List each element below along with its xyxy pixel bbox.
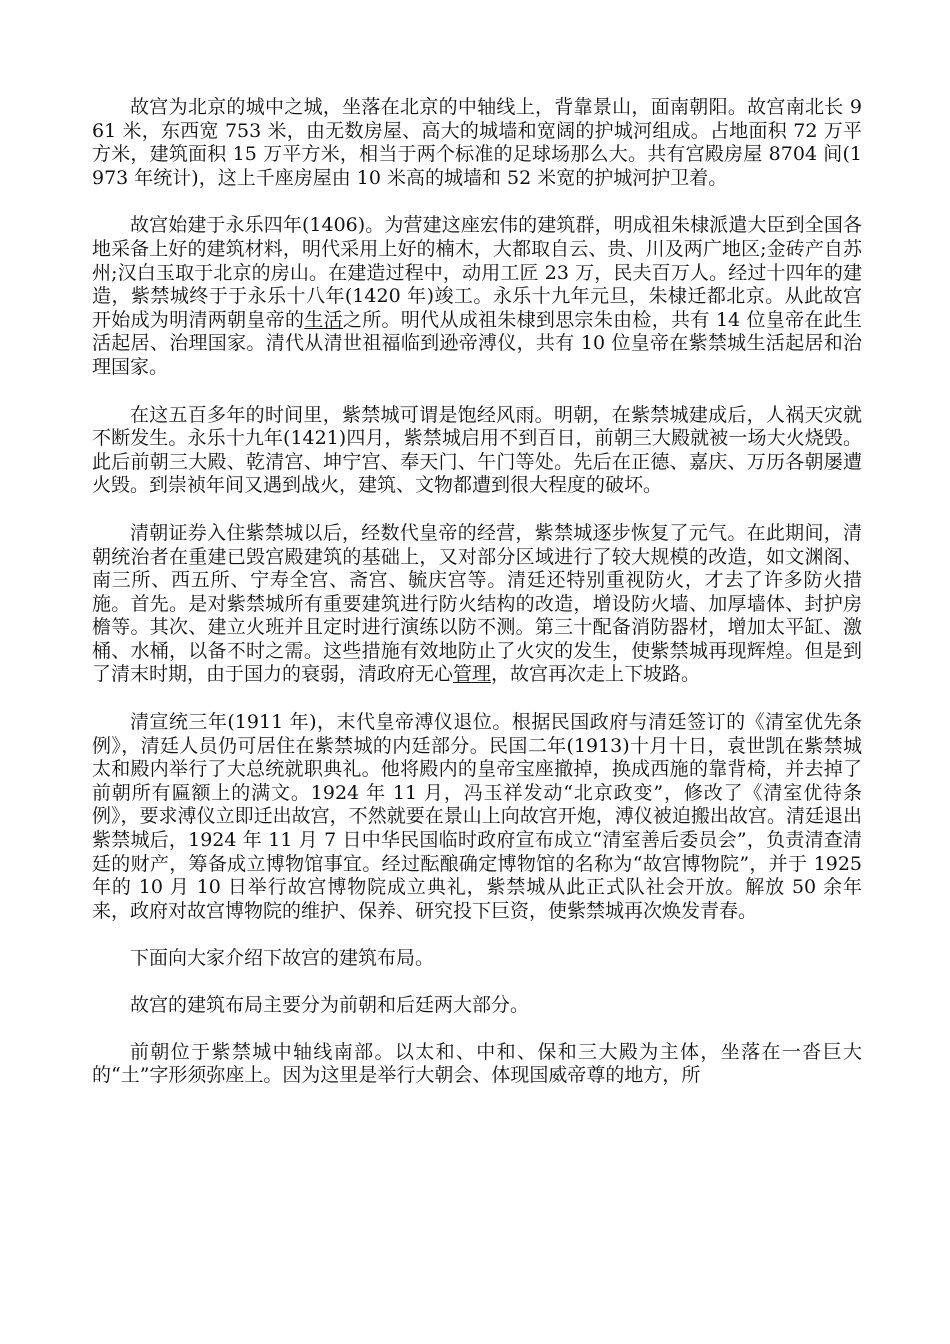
paragraph-text: 前朝位于紫禁城中轴线南部。以太和、中和、保和三大殿为主体，坐落在一沓巨大的“土”字形须弥座上。因为这里是举行大朝会、体现国威帝尊的地方，所 [92,1040,862,1087]
paragraph-text: 故宫为北京的城中之城，坐落在北京的中轴线上，背靠景山，面南朝阳。故宫南北长 961 米，东西宽 753 米，由无数房屋、高大的城墙和宽阔的护城河组成。占地面积 72 万平方米，建筑面积 15 万平方米，相当于两个标准的足球场那么大。共有宫殿房屋 8704 间(1973 年统计)，这上千座房屋由 10 米高的城墙和 52 米宽的护城河护卫着。 [92,96,862,189]
paragraph-layout-parts [92,994,862,1018]
paragraph-construction [92,214,862,379]
paragraph-layout-intro [92,947,862,971]
paragraph-republic [92,711,862,923]
paragraph-front-court [92,1041,862,1088]
paragraph-text: 下面向大家介绍下故宫的建筑布局。 [130,947,435,970]
paragraph-text: 故宫始建于永乐四年(1406)。为营建这座宏伟的建筑群，明成祖朱棣派遣大臣到全国各地采备上好的建筑材料，明代采用上好的楠木，大都取自云、贵、川及两广地区;金砖产自苏州;汉白玉取于北京的房山。在建造过程中，动用工匠 23 万，民夫百万人。经过十四年的建造，紫禁城终于于永乐十八年(1420 年)竣工。永乐十九年元旦，朱棣迁都北京。从此故宫开始成为明清两朝皇帝的 [92,214,862,331]
paragraph-text: 之所。明代从成祖朱棣到思宗朱由检，共有 14 位皇帝在此生活起居、治理国家。清代从清世祖福临到逊帝溥仪，共有 10 位皇帝在紫禁城生活起居和治理国家。 [92,308,862,378]
link-guanli[interactable]: 管理 [453,663,492,686]
paragraph-text: ，故宫再次走上下坡路。 [491,663,701,686]
paragraph-text: 在这五百多年的时间里，紫禁城可谓是饱经风雨。明朝，在紫禁城建成后，人祸天灾就不断发生。永乐十九年(1421)四月，紫禁城启用不到百日，前朝三大殿就被一场大火烧毁。此后前朝三大殿、乾清宫、坤宁宫、奉天门、午门等处。先后在正德、嘉庆、万历各朝屡遭火毁。到崇祯年间又遇到战火，建筑、文物都遭到很大程度的破坏。 [92,403,862,497]
paragraph-text: 故宫的建筑布局主要分为前朝和后廷两大部分。 [130,994,530,1016]
paragraph-qing [92,522,862,687]
paragraph-fires [92,404,862,498]
document-body [92,96,862,1112]
link-shenghuo[interactable]: 生活 [304,308,343,331]
paragraph-intro [92,96,862,190]
paragraph-text: 清朝证券入住紫禁城以后，经数代皇帝的经营，紫禁城逐步恢复了元气。在此期间，清朝统治者在重建已毁宫殿建筑的基础上，又对部分区域进行了较大规模的改造，如文渊阁、南三所、西五所、宁寿全宫、斋宫、毓庆宫等。清廷还特别重视防火，才去了许多防火措施。首先。是对紫禁城所有重要建筑进行防火结构的改造，增设防火墙、加厚墙体、封护房檐等。其次、建立火班并且定时进行演练以防不测。第三十配备消防器材，增加太平缸、激桶、水桶，以备不时之需。这些措施有效地防止了火灾的发生，使紫禁城再现辉煌。但是到了清末时期，由于国力的衰弱，清政府无心 [92,521,862,686]
paragraph-text: 清宣统三年(1911 年)，末代皇帝溥仪退位。根据民国政府与清廷签订的《清室优先条例》，清廷人员仍可居住在紫禁城的内廷部分。民国二年(1913)十月十日，袁世凯在紫禁城太和殿内举行了大总统就职典礼。他将殿内的皇帝宝座撤掉，换成西施的靠背椅，并去掉了前朝所有匾额上的满文。1924 年 11 月，冯玉祥发动“北京政变”，修改了《清室优待条例》，要求溥仪立即迁出故宫，不然就要在景山上向故宫开炮，溥仪被迫搬出故宫。清廷退出紫禁城后，1924 年 11 月 7 日中华民国临时政府宣布成立“清室善后委员会”，负责清查清廷的财产，筹备成立博物馆事宜。经过酝酿确定博物馆的名称为“故宫博物院”，并于 1925 年的 10 月 10 日举行故宫博物院成立典礼，紫禁城从此正式队社会开放。解放 50 余年来，政府对故宫博物院的维护、保养、研究投下巨资，使紫禁城再次焕发青春。 [92,711,862,922]
